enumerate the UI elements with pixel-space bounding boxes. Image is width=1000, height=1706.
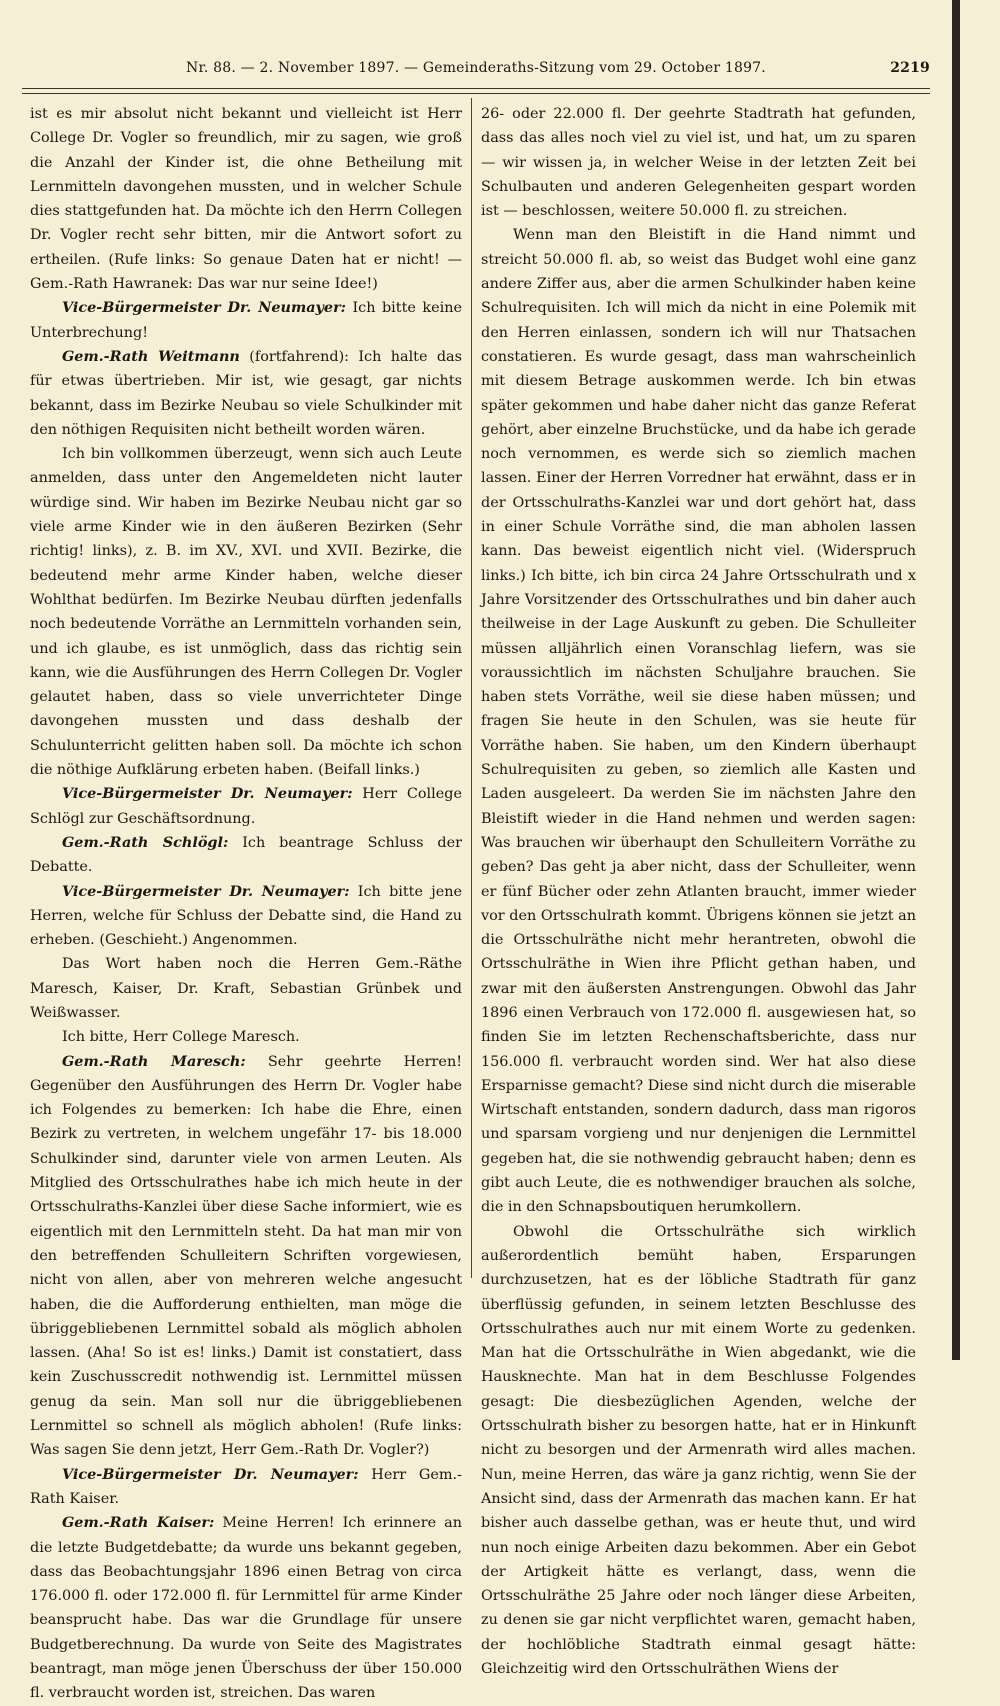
speech-paragraph [30, 880, 462, 953]
header-rule [22, 88, 930, 94]
header-title: Nr. 88. — 2. November 1897. — Gemeinderaths-Sitzung vom 29. October 1897. [186, 60, 766, 76]
speech-paragraph [30, 1511, 462, 1705]
speech-text: Sehr geehrte Herren! Gegenüber den Ausführungen des Herrn Dr. Vogler habe ich Folgendes zu bemerken: Ich habe die Ehre, einen Bezirk zu vertreten, in welchem ungefähr 17- bis 18.000 Schulkinder sind, darunter viele von armen Leuten. Als Mitglied des Ortsschulrathes habe ich mich heute in der Ortsschulraths-Kanzlei über diese Sache informiert, wie es eigentlich mit den Lernmitteln steht. Da hat man mir von den betreffenden Schulleitern Schriften vorgewiesen, nicht von allen, aber von mehreren welche angesucht haben, die die Aufforderung enthielten, man möge die übriggebliebenen Lernmittel sobald als möglich abholen lassen. (Aha! So ist es! links.) Damit ist constatiert, dass kein Zuschusscredit nothwendig ist. Lernmittel müssen genug da sein. Man soll nur die übriggebliebenen Lernmittel so schnell als möglich abholen! (Rufe links: Was sagen Sie denn jetzt, Herr Gem.-Rath Dr. Vogler?) [30, 1053, 462, 1459]
page-header [22, 58, 930, 80]
speaker-name: Gem.-Rath Kaiser: [62, 1514, 215, 1532]
text-paragraph: Das Wort haben noch die Herren Gem.-Räthe Maresch, Kaiser, Dr. Kraft, Sebastian Grünbek und Weißwasser. [30, 956, 462, 1021]
text-paragraph: Wenn man den Bleistift in die Hand nimmt und streicht 50.000 fl. ab, so weist das Budget wohl eine ganz andere Ziffer aus, aber die armen Schulkinder haben keine Schulrequisiten. Ich will mich da nicht in eine Polemik mit den Herren einlassen, sondern ich will nur Thatsachen constatieren. Es wurde gesagt, dass man wahrscheinlich mit diesem Betrage auskommen werde. Ich bin etwas später gekommen und habe daher nicht das ganze Referat gehört, aber einzelne Bruchstücke, und da habe ich gerade noch vernommen, es werde sich so ziemlich machen lassen. Einer der Herren Vorredner hat erwähnt, dass er in der Ortsschulraths-Kanzlei war und dort gehört hat, dass in einer Schule Vorräthe sind, die man abholen lassen kann. Das beweist eigentlich nicht viel. (Widerspruch links.) Ich bitte, ich bin circa 24 Jahre Ortsschulrath und x Jahre Vorsitzender des Ortsschulrathes und bin daher auch theilweise in der Lage Auskunft zu geben. Die Schulleiter müssen alljährlich einen Voranschlag liefern, was sie voraussichtlich im nächsten Schuljahre brauchen. Sie haben stets Vorräthe, weil sie diese haben müssen; und fragen Sie heute in den Schulen, was sie heute für Vorräthe haben. Sie haben, um den Kindern überhaupt Schulrequisiten zu geben, so ziemlich alle Kasten und Laden ausgeleert. Da werden Sie im nächsten Jahre den Bleistift wieder in die Hand nehmen und werden sagen: Was brauchen wir überhaupt den Schulleitern Vorräthe zu geben? Das geht ja aber nicht, dass der Schulleiter, wenn er fünf Bücher oder zehn Atlanten braucht, immer wieder vor den Ortsschulrath kommt. Übrigens können sie jetzt an die Ortsschulräthe nicht mehr herantreten, obwohl die Ortsschulräthe in Wien ihre Pflicht gethan haben, und zwar mit den äußersten Anstrengungen. Obwohl das Jahr 1896 einen Verbrauch von 172.000 fl. ausgewiesen hat, so finden Sie im letzten Rechenschaftsberichte, dass nur 156.000 fl. verbraucht worden sind. Wer hat also diese Ersparnisse gemacht? Diese sind nicht durch die miserable Wirtschaft entstanden, sondern dadurch, dass man rigoros und sparsam vorgieng und nur denjenigen die Lernmittel gegeben hat, die sie nothwendig gebraucht haben; denn es gibt auch Leute, die es nothwendiger brauchen als solche, die in den Schnapsboutiquen herumkollern. [481, 227, 916, 1216]
text-paragraph: 26- oder 22.000 fl. Der geehrte Stadtrath hat gefunden, dass das alles noch viel zu viel ist, und hat, um zu sparen — wir wissen ja, in welcher Weise in der letzten Zeit bei Schulbauten und anderen Gelegenheiten gespart worden ist — beschlossen, weitere 50.000 fl. zu streichen. [481, 106, 916, 220]
scan-edge [952, 0, 960, 1360]
speaker-name: Vice-Bürgermeister Dr. Neumayer: [62, 882, 350, 900]
speech-paragraph [30, 296, 462, 345]
left-column [30, 102, 463, 1702]
speech-paragraph [30, 345, 462, 442]
speech-paragraph [30, 1463, 462, 1512]
speaker-name: Vice-Bürgermeister Dr. Neumayer: [62, 299, 346, 317]
speaker-name: Vice-Bürgermeister Dr. Neumayer: [62, 1465, 359, 1483]
speaker-name: Vice-Bürgermeister Dr. Neumayer: [62, 785, 353, 803]
column-divider [471, 98, 472, 1278]
speech-paragraph [30, 1050, 462, 1463]
speech-text: Ich bitte keine Unterbrechung! [30, 300, 462, 341]
speaker-name: Gem.-Rath Schlögl: [62, 833, 229, 851]
text-paragraph: Ich bitte, Herr College Maresch. [62, 1029, 300, 1046]
speech-text: Herr College Schlögl zur Geschäftsordnung. [30, 786, 462, 827]
speech-paragraph [30, 782, 462, 831]
speaker-name: Gem.-Rath Maresch: [62, 1052, 246, 1070]
right-column [481, 102, 916, 1677]
speech-paragraph [30, 831, 462, 880]
text-paragraph: Ich bin vollkommen überzeugt, wenn sich auch Leute anmelden, dass unter den Angemeldeten nicht lauter würdige sind. Wir haben im Bezirke Neubau nicht gar so viele arme Kinder wie in den äußeren Bezirken (Sehr richtig! links), z. B. im XV., XVI. und XVII. Bezirke, die bedeutend mehr arme Kinder haben, welche dieser Wohlthat bedürfen. Im Bezirke Neubau dürften jedenfalls noch bedeutende Vorräthe an Lernmitteln vorhanden sein, und ich glaube, es ist unmöglich, dass das richtig sein kann, wie die Ausführungen des Herrn Collegen Dr. Vogler gelautet haben, dass so viele unverrichteter Dinge davongehen mussten und dass deshalb der Schulunterricht gelitten haben soll. Da möchte ich schon die nöthige Aufklärung erbeten haben. (Beifall links.) [30, 446, 462, 779]
speech-text: Herr Gem.-Rath Kaiser. [30, 1466, 462, 1507]
speech-text: Ich beantrage Schluss der Debatte. [30, 834, 462, 876]
page-number: 2219 [890, 60, 930, 76]
speech-text: (fortfahrend): Ich halte das für etwas übertrieben. Mir ist, wie gesagt, gar nichts bekannt, dass im Bezirke Neubau so viele Schulkinder mit den nöthigen Requisiten nicht betheilt worden wären. [30, 348, 463, 438]
text-paragraph: ist es mir absolut nicht bekannt und vielleicht ist Herr College Dr. Vogler so freundlich, mir zu sagen, wie groß die Anzahl der Kinder ist, die ohne Betheilung mit Lernmitteln davongehen mussten, und in welcher Schule dies stattgefunden hat. Da möchte ich den Herrn Collegen Dr. Vogler recht sehr bitten, mir die Antwort sofort zu ertheilen. (Rufe links: So genaue Daten hat er nicht! — Gem.-Rath Hawranek: Das war nur seine Idee!) [30, 106, 462, 293]
speech-text: Meine Herren! Ich erinnere an die letzte Budgetdebatte; da wurde uns bekannt gegeben, dass das Beobachtungsjahr 1896 einen Betrag von circa 176.000 fl. oder 172.000 fl. für Lernmittel für arme Kinder beansprucht habe. Das war die Grundlage für unsere Budgetberechnung. Da wurde von Seite des Magistrates beantragt, man möge jenen Überschuss der über 150.000 fl. verbraucht worden ist, streichen. Das waren [30, 1515, 462, 1702]
speaker-name: Gem.-Rath Weitmann [62, 347, 240, 365]
speech-text: Ich bitte jene Herren, welche für Schluss der Debatte sind, die Hand zu erheben. (Geschieht.) Angenommen. [30, 883, 462, 949]
text-paragraph: Obwohl die Ortsschulräthe sich wirklich außerordentlich bemüht haben, Ersparungen durchzusetzen, hat es der löbliche Stadtrath für ganz überflüssig gefunden, in seinem letzten Beschlusse des Ortsschulrathes auch nur mit einem Worte zu gedenken. Man hat die Ortsschulräthe in Wien abgedankt, wie die Hausknechte. Man hat in dem Beschlusse Folgendes gesagt: Die diesbezüglichen Agenden, welche der Ortsschulrath bisher zu besorgen hatte, hat er in Hinkunft nicht zu besorgen und der Armenrath wird alles machen. Nun, meine Herren, das wäre ja ganz richtig, wenn Sie der Ansicht sind, dass der Armenrath das machen kann. Er hat bisher auch dasselbe gethan, was er heute thut, und wird nun noch einige Arbeiten dazu bekommen. Aber ein Gebot der Artigkeit hätte es verlangt, dass, wenn die Ortsschulräthe 25 Jahre oder noch länger diese Arbeiten, zu denen sie gar nicht verpflichtet waren, gemacht haben, der hochlöbliche Stadtrath einmal gesagt hätte: Gleichzeitig wird den Ortsschulräthen Wiens der [481, 1223, 916, 1677]
